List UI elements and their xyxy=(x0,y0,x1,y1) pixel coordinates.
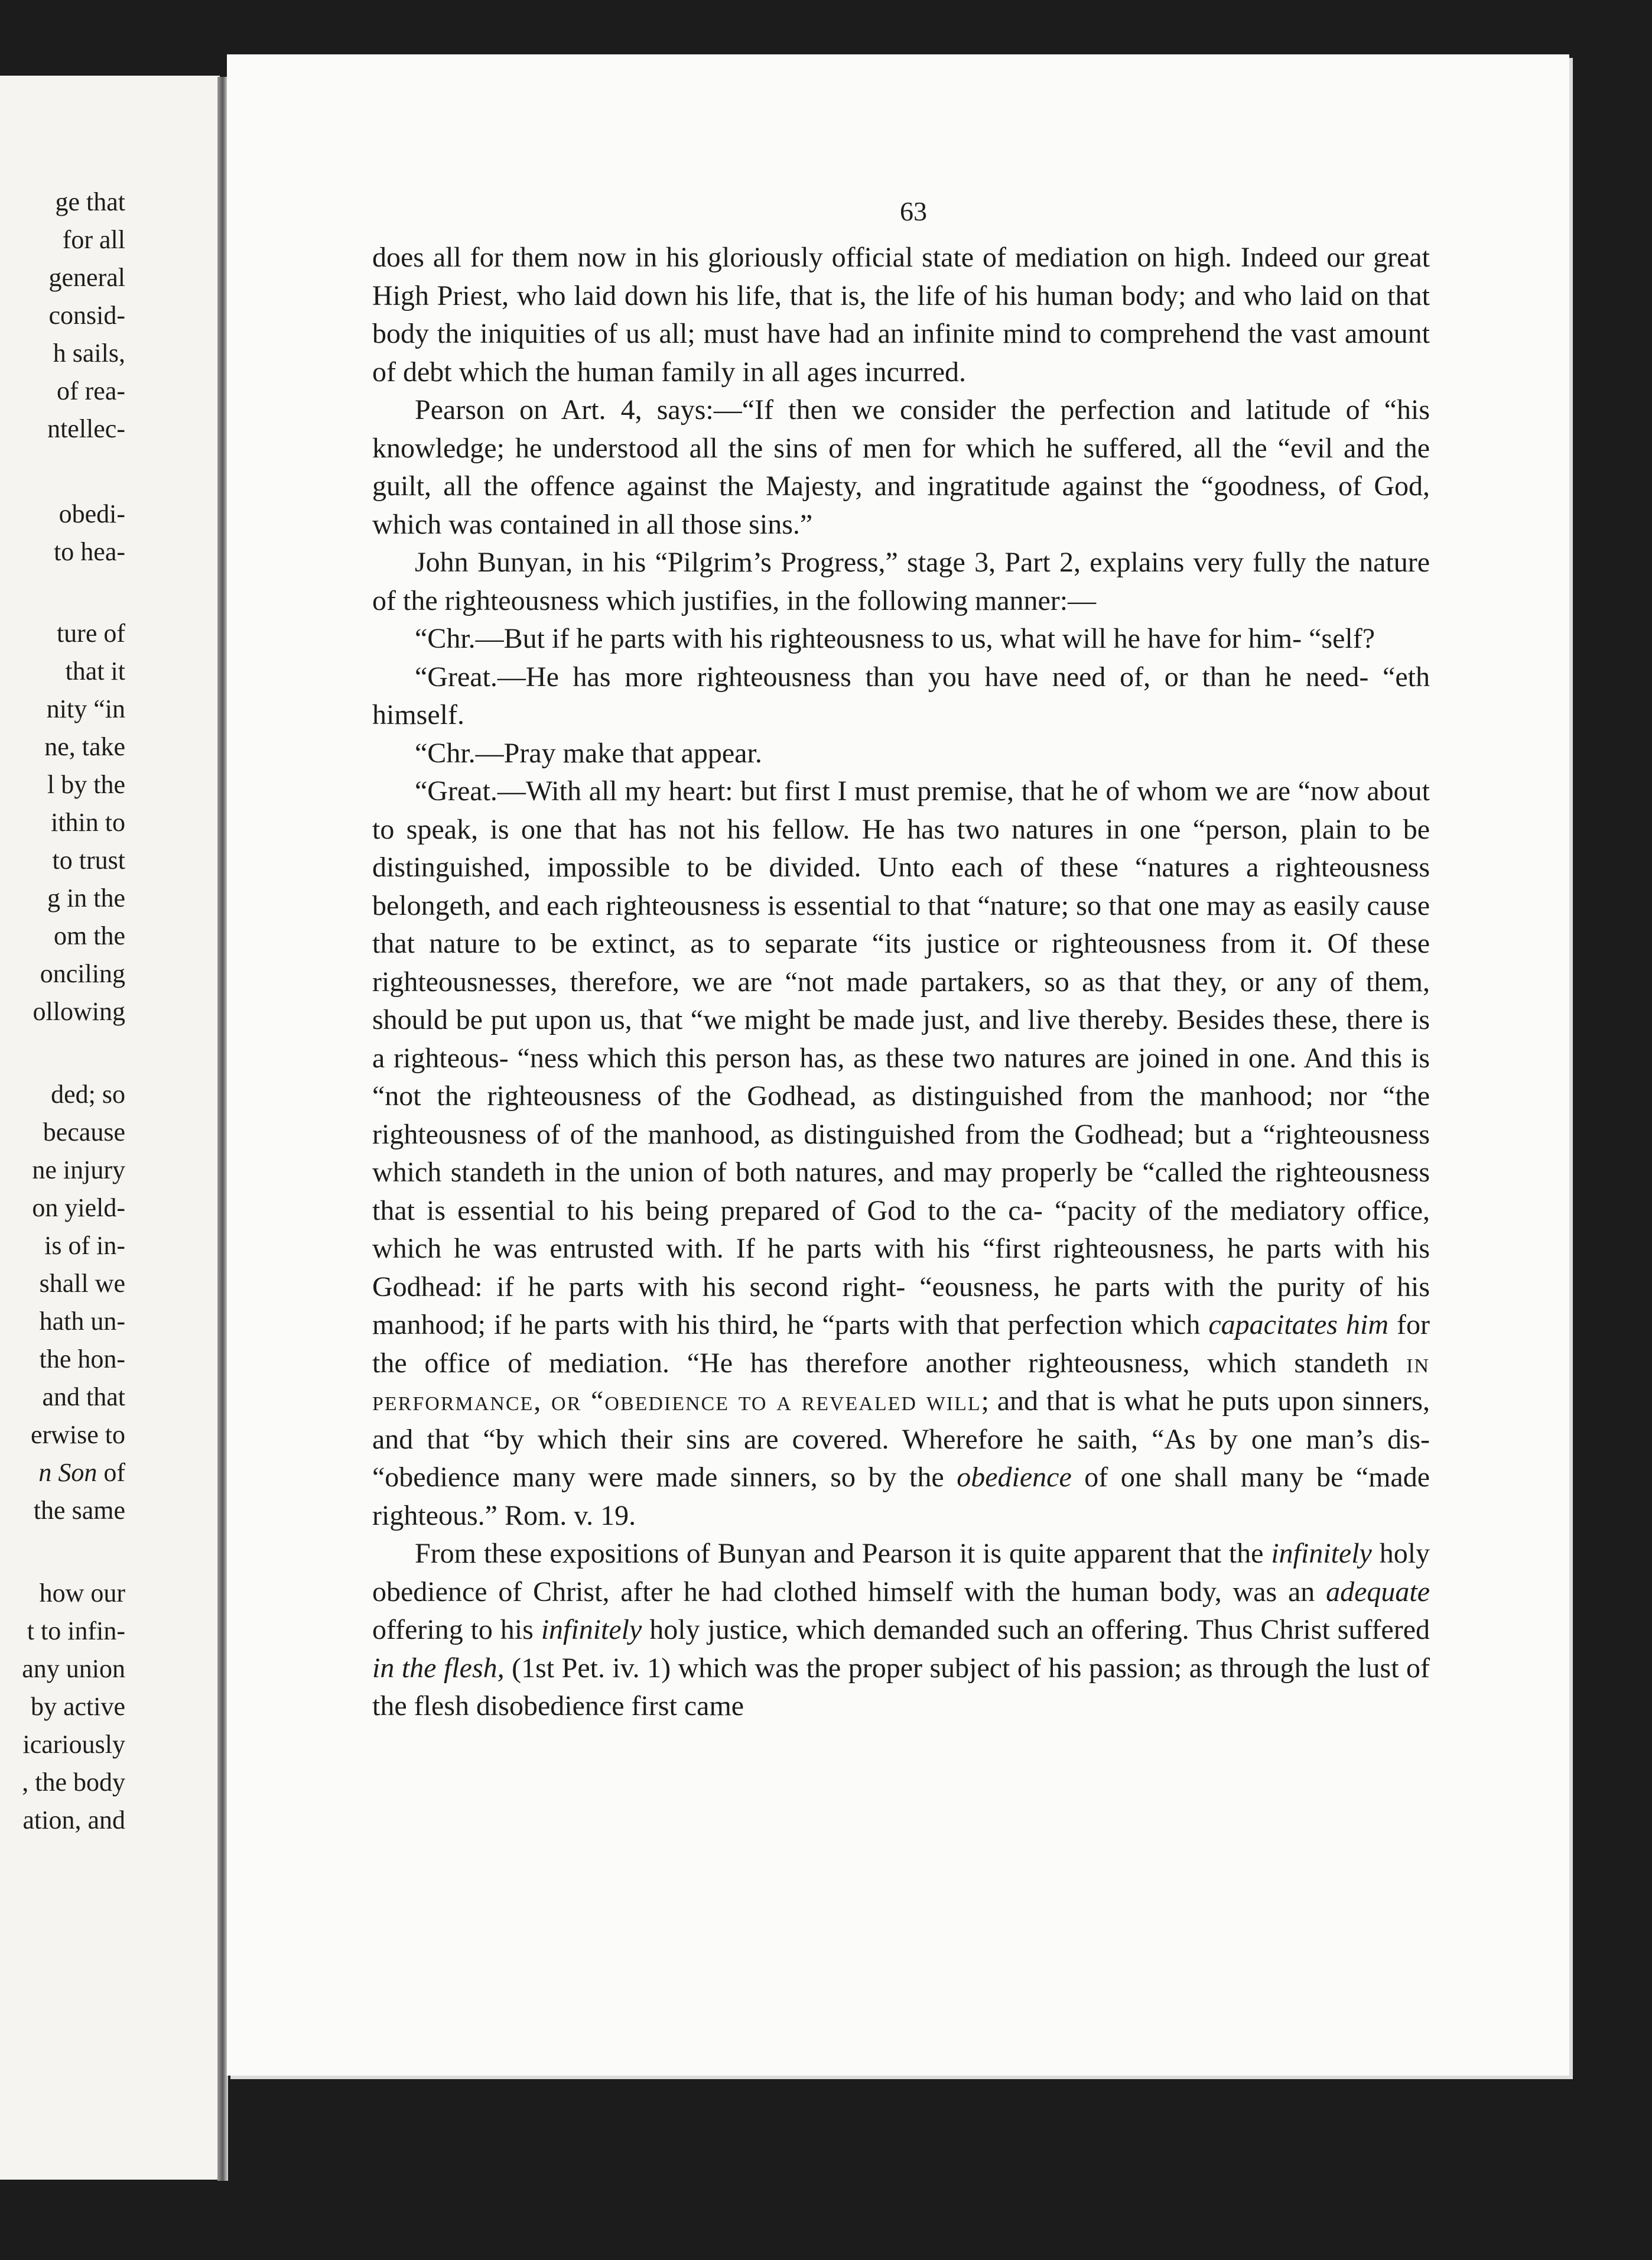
left-fragment-line: t to infin- xyxy=(27,1616,125,1645)
left-fragment-rest: of xyxy=(97,1458,125,1487)
page-number: 63 xyxy=(900,196,927,226)
left-fragment-line: and that xyxy=(42,1382,125,1411)
italic-phrase: in the flesh, xyxy=(372,1652,505,1684)
paragraph-conclusion xyxy=(372,1535,1430,1726)
left-fragment-line: om the xyxy=(54,921,125,950)
paragraph-pearson-quote: Pearson on Art. 4, says:—“If then we consider the perfection and latitude of “his knowledge; he understood all the sins of men for which he suffered, all the “evil and the guilt, all the offence against the Majesty, and ingratitude against the “goodness, of God, which was contained in all those sins.” xyxy=(372,394,1430,540)
dialogue-text: of one shall many be “made righteous.” Rom. v. 19. xyxy=(372,1462,1430,1531)
left-fragment-line: any union xyxy=(22,1654,125,1683)
left-page-text-fragments xyxy=(0,76,220,2180)
left-fragment-line: g in the xyxy=(47,884,125,913)
left-fragment-line: the hon- xyxy=(39,1345,125,1373)
left-page xyxy=(0,76,220,2180)
left-fragment-line: ation, and xyxy=(22,1806,125,1834)
italic-phrase: obedience xyxy=(957,1462,1072,1493)
left-fragment-line: obedi- xyxy=(58,499,125,528)
italic-word: infinitely xyxy=(541,1614,642,1645)
left-fragment-line: hath un- xyxy=(39,1307,125,1336)
left-fragment-line: consid- xyxy=(48,301,125,330)
left-fragment-line: how our xyxy=(39,1579,125,1608)
italic-phrase: capacitates him xyxy=(1208,1309,1389,1340)
left-fragment-line: ne, take xyxy=(44,732,125,761)
page-body-text xyxy=(372,239,1430,1726)
left-fragment-line: to hea- xyxy=(54,537,125,566)
left-fragment-line: ge that xyxy=(55,187,125,216)
dialogue-christian-1: “Chr.—But if he parts with his righteousness to us, what will he have for him- “self? xyxy=(415,623,1375,654)
left-fragment-line: of rea- xyxy=(56,376,125,405)
left-fragment-line: ne injury xyxy=(32,1155,125,1184)
right-page xyxy=(227,54,1569,2076)
dialogue-text: ; and that is what he puts upon sinners, and that “by which their sins are covered. Wherefore he saith, “As by one man’s dis- “obedience many were made sinners, so by the xyxy=(372,1385,1430,1493)
left-fragment-line: ture of xyxy=(56,619,125,648)
dialogue-greatheart-1: “Great.—He has more righteousness than you have need of, or than he need- “eth himself. xyxy=(372,661,1430,730)
left-fragment-line: ded; so xyxy=(51,1080,125,1109)
paragraph-text: holy obedience of Christ, after he had clothed himself with the human body, was an xyxy=(372,1538,1430,1608)
paragraph-text: holy justice, which demanded such an offering. Thus Christ suffered xyxy=(649,1614,1430,1645)
left-fragment-line: ithin to xyxy=(51,808,125,837)
left-fragment-line xyxy=(38,1454,125,1492)
left-fragment-line: because xyxy=(43,1118,125,1147)
left-fragment-italic: n Son xyxy=(38,1458,97,1487)
dialogue-text: for the office of mediation. “He has therefore another righteousness, which standeth xyxy=(372,1309,1430,1379)
dialogue-greatheart-2 xyxy=(372,772,1430,1535)
dialogue-text: “Great.—With all my heart: but first I must premise, that he of whom we are “now about to speak, is one that has not his fellow. He has two natures in one “person, plain to be distinguished, impossible to be divided. Unto each of these “natures a righteousness belongeth, and each righteousness is essential to that “nature; so that one may as easily cause that nature to be extinct, as to separate “its justice or righteousness from it. Of these righteousnesses, therefore, we are “not made partakers, so as that they, or any of them, should be put upon us, that “we might be made just, and live thereby. Besides these, there is a righteous- “ness which this person has, as these two natures are joined in one. And this is “not the righteousness of the Godhead, as distinguished from the manhood; nor “the righteousness of of the manhood, as distinguished from the Godhead; but a “righteousness which standeth in the union of both natures, and may properly be “called the righteousness that is essential to his being prepared of God to the ca- “pacity of the mediatory office, which he was entrusted with. If he parts with his “first righteousness, he parts with his Godhead: if he parts with his second right- “eousness, he parts with the purity of his manhood; if he parts with his third, he “parts with that perfection which xyxy=(372,775,1430,1340)
left-fragment-line: h sails, xyxy=(53,339,125,368)
paragraph-1: does all for them now in his gloriously official state of mediation on high. Indeed our great High Priest, who laid down his life, that is, the life of his human body; and who laid on that body the iniquities of us all; must have had an infinite mind to comprehend the vast amount of debt which the human family in all ages incurred. xyxy=(372,242,1430,388)
left-fragment-line: erwise to xyxy=(30,1420,125,1449)
left-fragment-line: icariously xyxy=(22,1730,125,1759)
paragraph-text: (1st Pet. iv. 1) which was the proper subject of his passion; as through the lust of the flesh disobedience first came xyxy=(372,1652,1430,1722)
left-fragment-line: by active xyxy=(30,1692,125,1721)
italic-word: adequate xyxy=(1326,1576,1430,1608)
left-fragment-line: onciling xyxy=(40,959,125,988)
left-fragment-line: for all xyxy=(62,225,125,254)
left-fragment-line: ntellec- xyxy=(47,414,125,443)
left-fragment-line: l by the xyxy=(47,770,125,799)
italic-word: infinitely xyxy=(1271,1538,1372,1569)
left-fragment-line: shall we xyxy=(39,1269,125,1298)
left-fragment-line: to trust xyxy=(52,846,125,875)
small-caps-phrase: in performance, or “obedience to a revealed will xyxy=(372,1347,1430,1417)
paragraph-text: offering to his xyxy=(372,1614,534,1645)
paragraph-text: From these expositions of Bunyan and Pearson it is quite apparent that the xyxy=(415,1538,1264,1569)
left-fragment-line: nity “in xyxy=(46,694,125,723)
left-fragment-line: general xyxy=(48,263,125,292)
paragraph-bunyan-intro: John Bunyan, in his “Pilgrim’s Progress,” stage 3, Part 2, explains very fully the nature of the righteousness which justifies, in the following manner:— xyxy=(372,547,1430,616)
left-fragment-line: is of in- xyxy=(44,1231,125,1260)
left-fragment-line: the same xyxy=(33,1496,125,1525)
left-fragment-line: on yield- xyxy=(32,1193,125,1222)
left-fragment-line: , the body xyxy=(22,1768,125,1797)
left-fragment-line: that it xyxy=(65,657,125,686)
left-fragment-line: ollowing xyxy=(32,997,125,1026)
dialogue-christian-2: “Chr.—Pray make that appear. xyxy=(415,737,762,769)
